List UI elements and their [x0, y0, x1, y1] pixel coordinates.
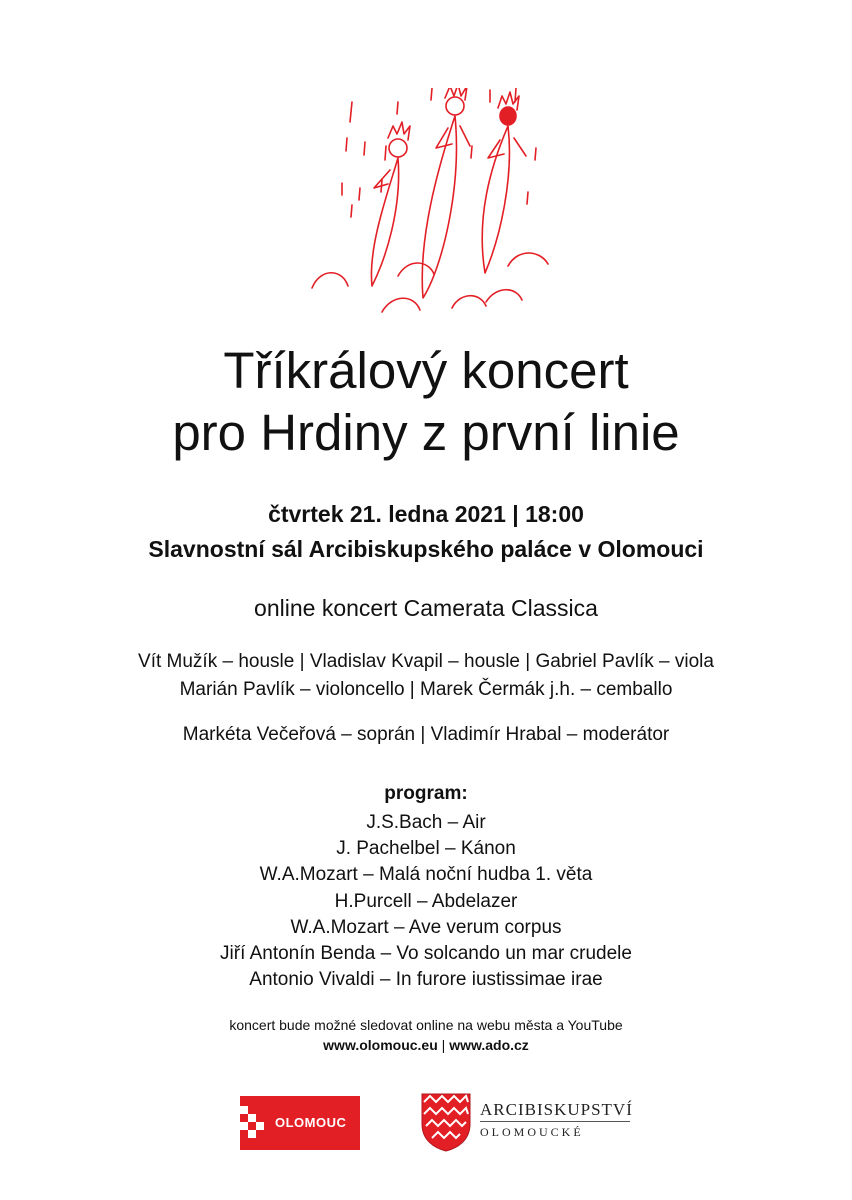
program-item: W.A.Mozart – Malá noční hudba 1. věta	[259, 864, 593, 886]
title-line-1: Tříkrálový koncert	[223, 342, 629, 399]
archdiocese-logo-divider	[480, 1121, 630, 1122]
archdiocese-logo-line-1: ARCIBISKUPSTVÍ	[480, 1100, 633, 1119]
archdiocese-logo	[420, 1092, 633, 1154]
soloists-line: Markéta Večeřová – soprán | Vladimír Hrabal – moderátor	[182, 724, 670, 745]
ado-link[interactable]: www.ado.cz	[449, 1037, 529, 1053]
three-kings-drawing-icon	[290, 88, 560, 323]
musicians-line-2: Marián Pavlík – violoncello | Marek Čermák j.h. – cemballo	[179, 679, 673, 700]
archdiocese-shield-icon	[420, 1092, 472, 1152]
olomouc-link[interactable]: www.olomouc.eu	[323, 1037, 438, 1053]
program-item: Jiří Antonín Benda – Vo solcando un mar crudele	[220, 943, 632, 965]
olomouc-blocks-icon	[240, 1096, 270, 1150]
event-details	[0, 497, 852, 567]
concert-title	[0, 340, 852, 464]
event-datetime: čtvrtek 21. ledna 2021 | 18:00	[268, 501, 584, 527]
program-item: J. Pachelbel – Kánon	[336, 838, 516, 860]
website-links	[0, 1035, 852, 1055]
event-venue: Slavnostní sál Arcibiskupského paláce v Olomouci	[148, 536, 704, 562]
link-separator: |	[441, 1037, 446, 1053]
olomouc-city-logo	[240, 1096, 360, 1150]
program-heading: program:	[384, 783, 468, 804]
program-item: Antonio Vivaldi – In furore iustissimae irae	[249, 969, 603, 991]
ensemble-line: online koncert Camerata Classica	[254, 595, 598, 621]
streaming-note: koncert bude možné sledovat online na webu města a YouTube	[229, 1017, 623, 1033]
program-item: J.S.Bach – Air	[366, 812, 486, 833]
program-item: H.Purcell – Abdelazer	[334, 890, 518, 912]
program-list	[0, 810, 852, 993]
musicians-line-1: Vít Mužík – housle | Vladislav Kvapil – housle | Gabriel Pavlík – viola	[138, 651, 714, 672]
musicians-list	[0, 648, 852, 704]
program-item: W.A.Mozart – Ave verum corpus	[290, 916, 562, 938]
title-line-2: pro Hrdiny z první linie	[172, 404, 680, 461]
olomouc-logo-text: OLOMOUC	[275, 1115, 347, 1130]
archdiocese-logo-line-2: OLOMOUCKÉ	[480, 1125, 584, 1139]
